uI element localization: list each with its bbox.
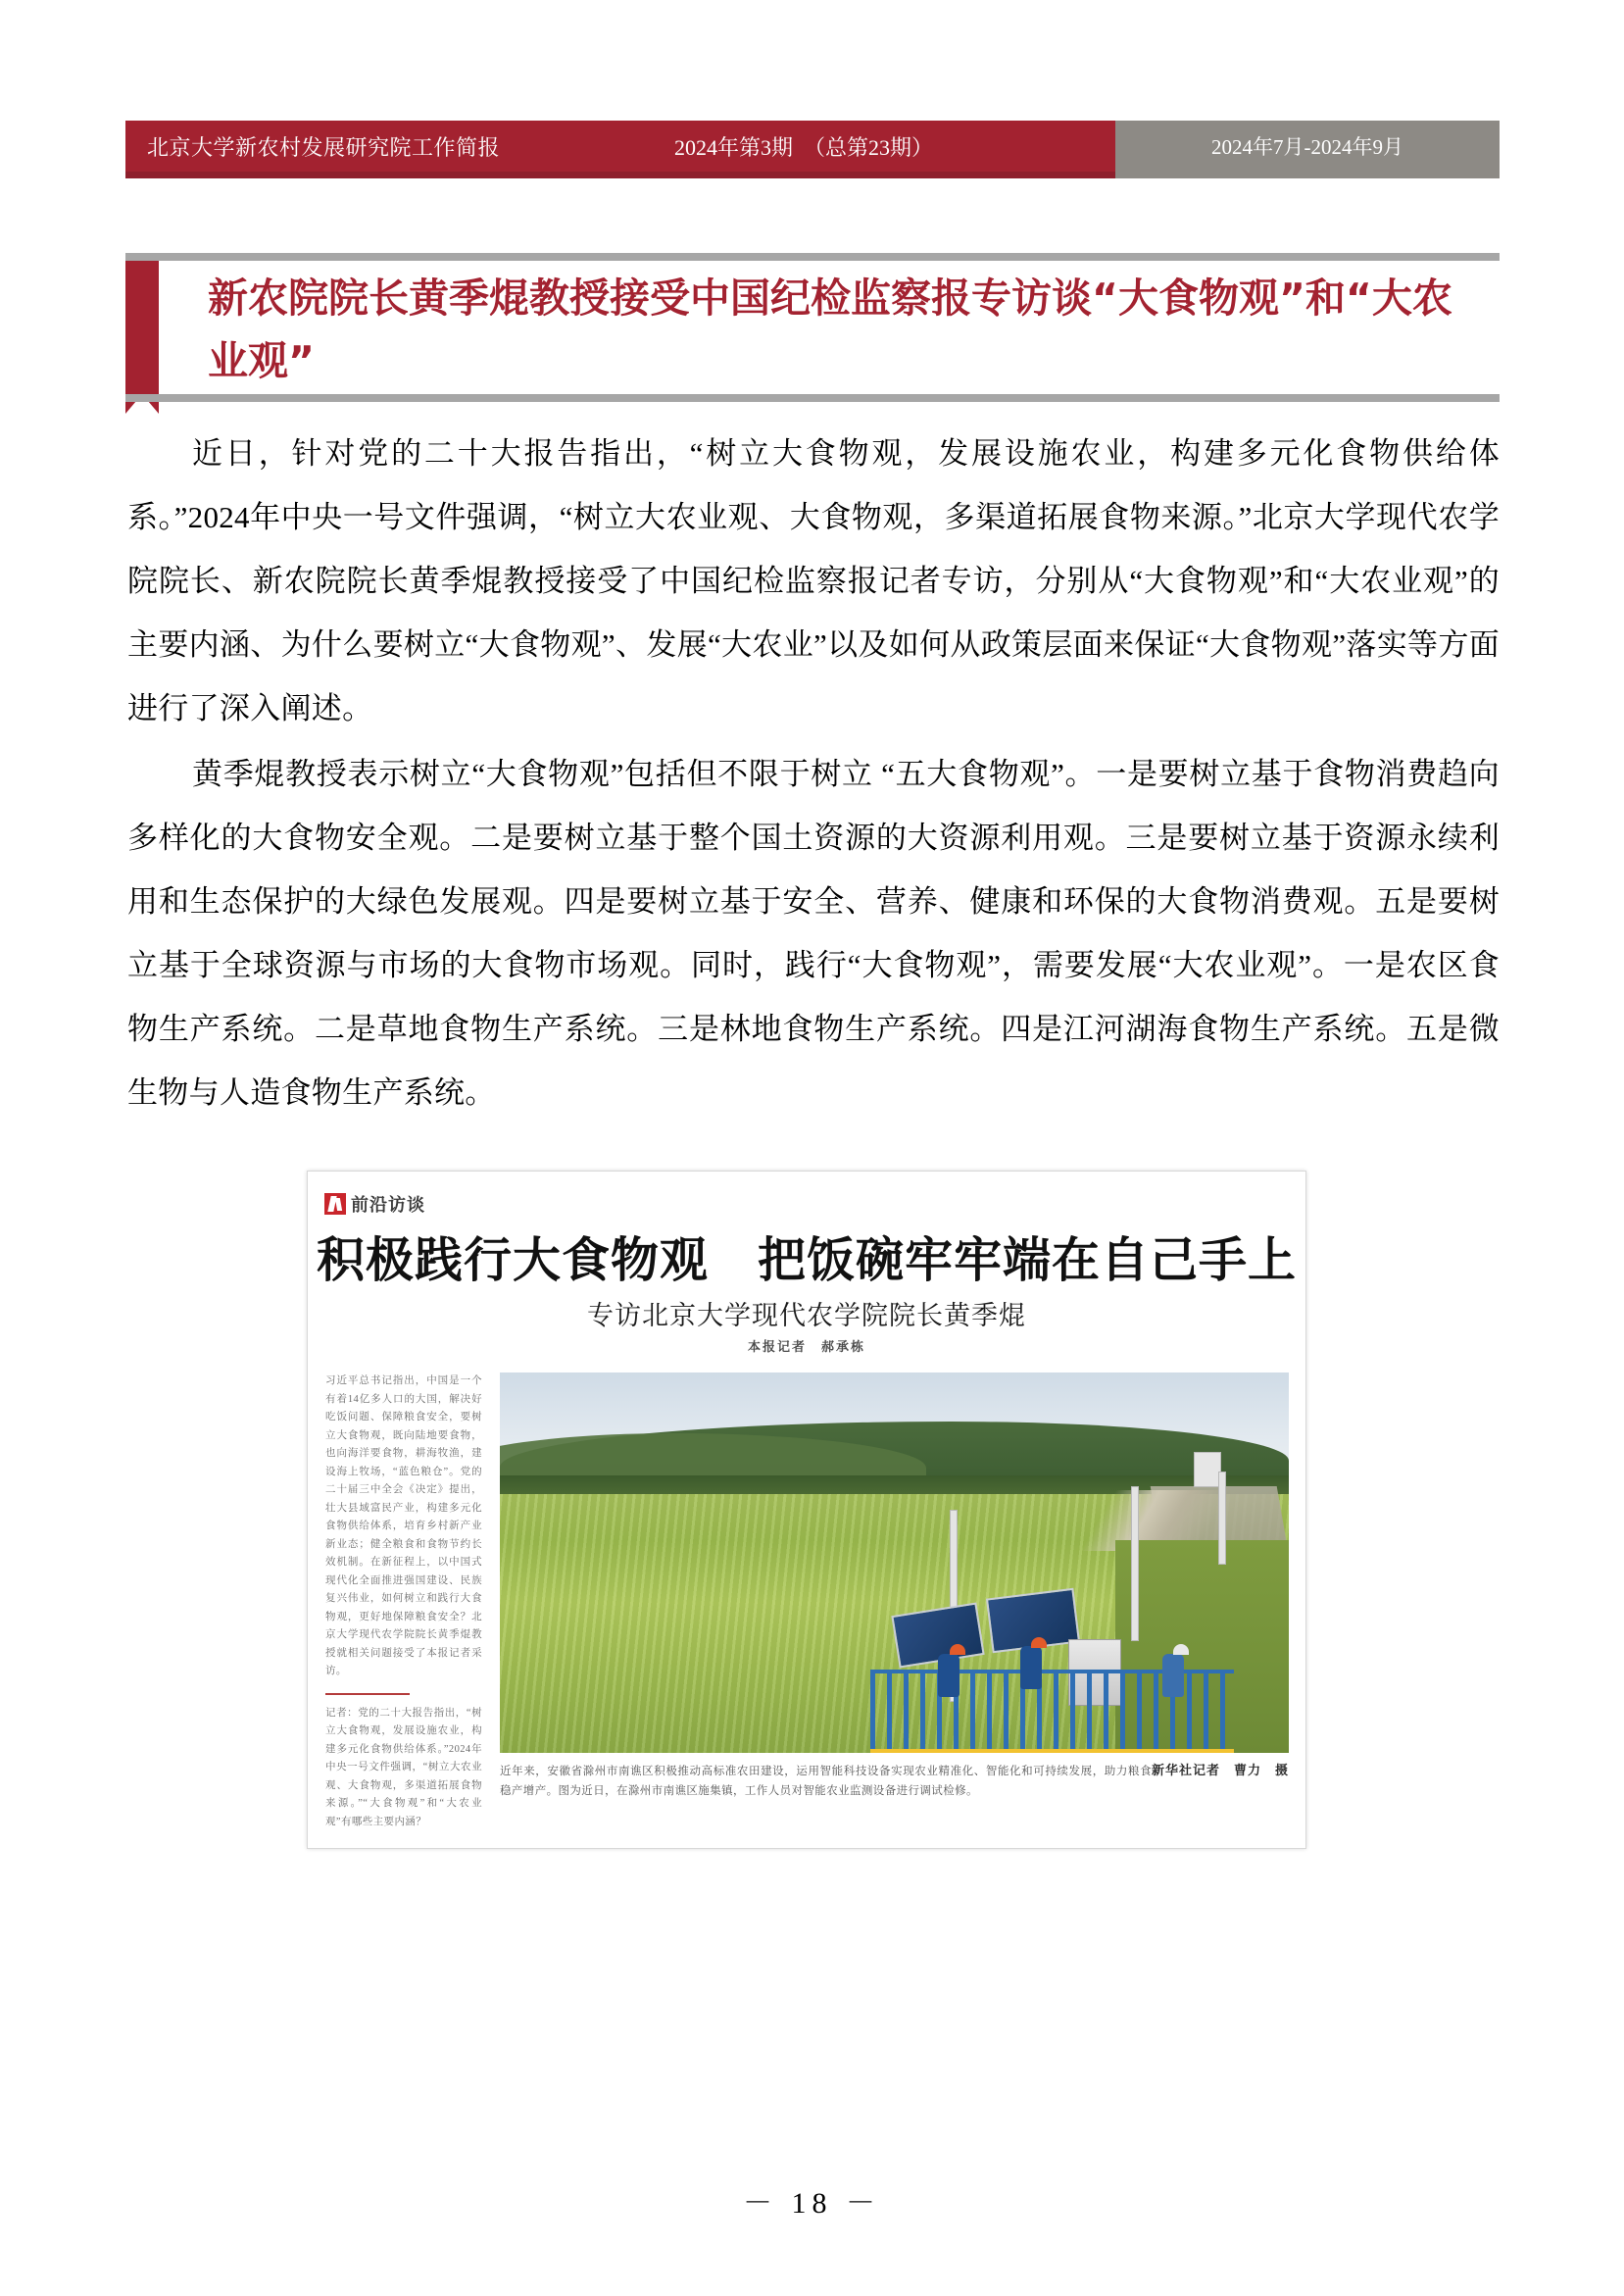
- publication-title: 北京大学新农村发展研究院工作简报: [147, 134, 501, 160]
- badge-mark-icon: [324, 1193, 346, 1215]
- article-body: [127, 422, 1500, 1126]
- header-red-band: [125, 121, 1115, 172]
- newspaper-clipping-figure: [307, 1171, 1306, 1849]
- clipping-left-column: [325, 1373, 482, 1831]
- title-rule-top: [125, 253, 1500, 261]
- page-title: 新农院院长黄季焜教授接受中国纪检监察报专访谈“大食物观”和“大农业观”: [208, 275, 1452, 384]
- clipping-column-divider: [325, 1693, 410, 1695]
- clipping-caption-text: 近年来，安徽省滁州市南谯区积极推动高标准农田建设，运用智能科技设备实现农业精准化、智能化和可持续发展，助力粮食稳产增产。图为近日，在滁州市南谯区施集镇，工作人员对智能农业监测设备进行调试检修。: [500, 1766, 1152, 1797]
- photo-worker: [1162, 1654, 1184, 1697]
- clipping-lead-text: 习近平总书记指出，中国是一个有着14亿多人口的大国，解决好吃饭问题、保障粮食安全，要树立大食物观，既向陆地要食物，也向海洋要食物，耕海牧渔，建设海上牧场，“蓝色粮仓”。党的二十届三中全会《决定》提出，壮大县域富民产业，构建多元化食物供给体系，培育乡村新产业新业态；健全粮食和食物节约长效机制。在新征程上，以中国式现代化全面推进强国建设、民族复兴伟业，如何树立和践行大食物观，更好地保障粮食安全？北京大学现代农学院院长黄季焜教授就相关问题接受了本报记者采访。: [325, 1375, 482, 1676]
- photo-worker: [938, 1654, 960, 1697]
- header-rule-gray: [1115, 172, 1500, 178]
- paragraph: 黄季焜教授表示树立“大食物观”包括但不限于树立 “五大食物观”。一是要树立基于食物消费趋向多样化的大食物安全观。二是要树立基于整个国土资源的大资源利用观。三是要树立基于资源永续利用和生态保护的大绿色发展观。四是要树立基于安全、营养、健康和环保的大食物消费观。五是要树立基于全球资源与市场的大食物市场观。同时，践行“大食物观”，需要发展“大农业观”。一是农区食物生产系统。二是草地食物生产系统。三是林地食物生产系统。四是江河湖海食物生产系统。五是微生物与人造食物生产系统。: [127, 757, 1500, 1110]
- section-badge: [324, 1191, 425, 1217]
- clipping-subheadline: 专访北京大学现代农学院院长黄季焜: [587, 1301, 1026, 1330]
- date-range: 2024年7月-2024年9月: [1211, 135, 1403, 159]
- photo-sensor-pole: [1131, 1486, 1139, 1640]
- clipping-byline: 本报记者 郝承栋: [747, 1340, 865, 1355]
- photo-worker-helmet: [1173, 1644, 1189, 1655]
- photo-worker-helmet: [1031, 1637, 1047, 1648]
- badge-label: 前沿访谈: [351, 1195, 425, 1216]
- running-header: [125, 121, 1500, 172]
- clipping-question-text: 记者：党的二十大报告指出，“树立大食物观，发展设施农业，构建多元化食物供给体系。”2024年中央一号文件强调，“树立大农业观、大食物观，多渠道拓展食物来源。”“大食物观”和“大农业观”有哪些主要内涵？: [325, 1707, 482, 1827]
- clipping-photo-credit: 新华社记者 曹力 摄: [1151, 1764, 1289, 1778]
- paragraph: 近日，针对党的二十大报告指出，“树立大食物观，发展设施农业，构建多元化食物供给体系。”2024年中央一号文件强调，“树立大农业观、大食物观，多渠道拓展食物来源。”北京大学现代农学院院长、新农院院长黄季焜教授接受了中国纪检监察报记者专访，分别从“大食物观”和“大农业观”的主要内涵、为什么要树立“大食物观”、发展“大农业”以及如何从政策层面来保证“大食物观”落实等方面进行了深入阐述。: [127, 436, 1500, 725]
- photo-worker-helmet: [950, 1644, 965, 1655]
- photo-worker: [1020, 1646, 1042, 1689]
- clipping-headline: 积极践行大食物观 把饭碗牢牢端在自己手上: [316, 1232, 1297, 1288]
- header-gray-band: [1115, 121, 1500, 172]
- issue-number: 2024年第3期 （总第23期）: [674, 134, 934, 160]
- clipping-photograph: [500, 1373, 1289, 1753]
- photo-sensor-pole: [1218, 1472, 1226, 1565]
- clipping-photo-caption: [500, 1762, 1289, 1801]
- title-rule-bottom: [125, 394, 1500, 402]
- title-flag-marker: [125, 261, 159, 394]
- page-number: － 18 －: [743, 2187, 881, 2220]
- header-rule-red: [125, 172, 1115, 178]
